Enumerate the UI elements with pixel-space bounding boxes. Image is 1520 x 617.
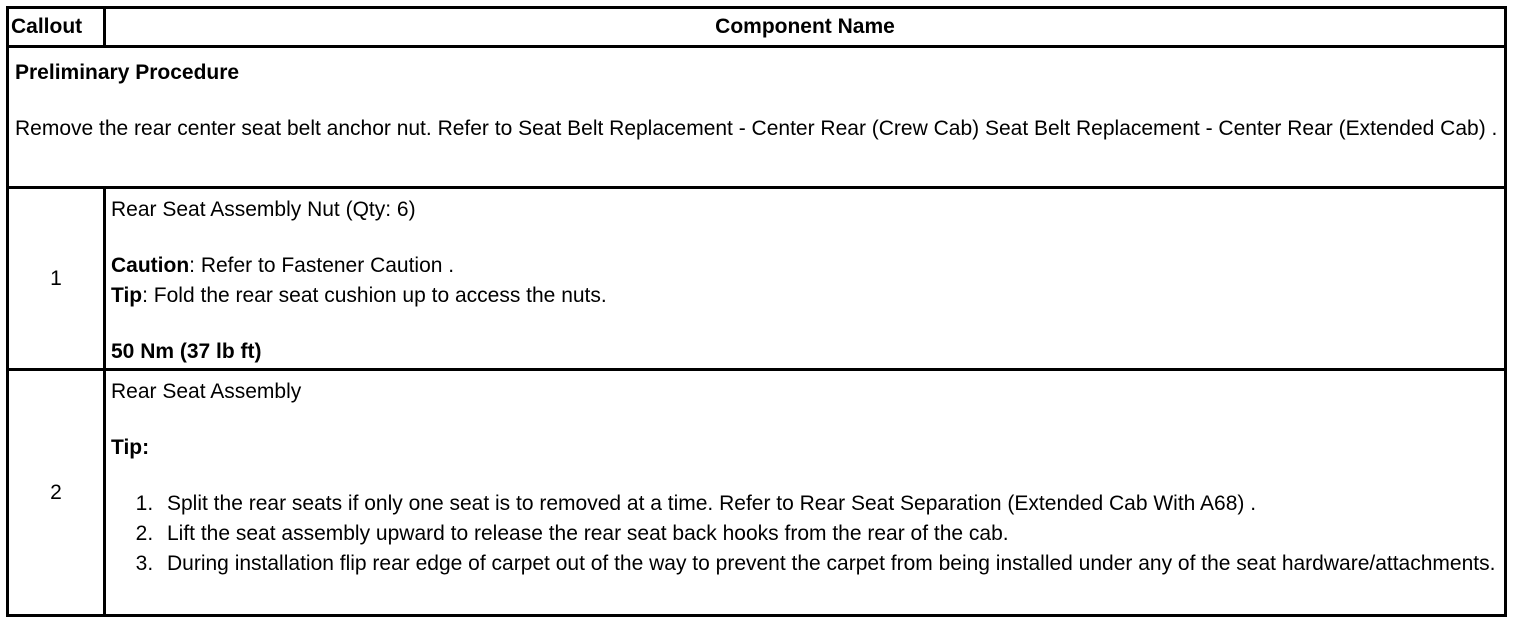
callout-header: Callout — [8, 8, 105, 47]
preliminary-cell — [8, 47, 1506, 188]
component-cell — [105, 370, 1506, 616]
callout-number: 1 — [8, 188, 105, 370]
tip-line — [111, 433, 1500, 463]
callout-number: 2 — [8, 370, 105, 616]
tip-label: Tip — [111, 284, 143, 307]
table-row — [8, 188, 1506, 370]
component-name-header: Component Name — [105, 8, 1506, 47]
list-item: 1. Split the rear seats if only one seat is to removed at a time. Refer to Rear Seat Separation (Extended Cab With A68) . — [159, 489, 1500, 519]
caution-line — [111, 251, 1500, 281]
tip-line — [111, 281, 1500, 311]
caution-label: Caution — [111, 254, 190, 277]
preliminary-text: Remove the rear center seat belt anchor nut. Refer to Seat Belt Replacement - Center Rear (Crew Cab) Seat Belt Replacement - Center Rear (Extended Cab) . — [15, 117, 1498, 140]
header-row — [8, 8, 1506, 47]
tip-label: Tip — [111, 436, 143, 459]
component-cell — [105, 188, 1506, 370]
component-name: Rear Seat Assembly — [111, 380, 302, 403]
tip-colon: : — [142, 436, 150, 459]
caution-text: : Refer to Fastener Caution . — [189, 254, 455, 277]
tip-steps-list — [111, 489, 1500, 579]
table-row — [8, 370, 1506, 616]
preliminary-row — [8, 47, 1506, 188]
preliminary-title: Preliminary Procedure — [15, 61, 240, 84]
torque-spec: 50 Nm (37 lb ft) — [111, 340, 262, 363]
list-item: 2. Lift the seat assembly upward to release the rear seat back hooks from the rear of the cab. — [159, 519, 1500, 549]
procedure-table-container — [6, 6, 1507, 604]
procedure-table — [6, 6, 1507, 617]
component-name: Rear Seat Assembly Nut (Qty: 6) — [111, 198, 416, 221]
list-item: 3. During installation flip rear edge of carpet out of the way to prevent the carpet from being installed under any of the seat hardware/attachments. — [159, 549, 1500, 579]
tip-text: : Fold the rear seat cushion up to access the nuts. — [142, 284, 607, 307]
